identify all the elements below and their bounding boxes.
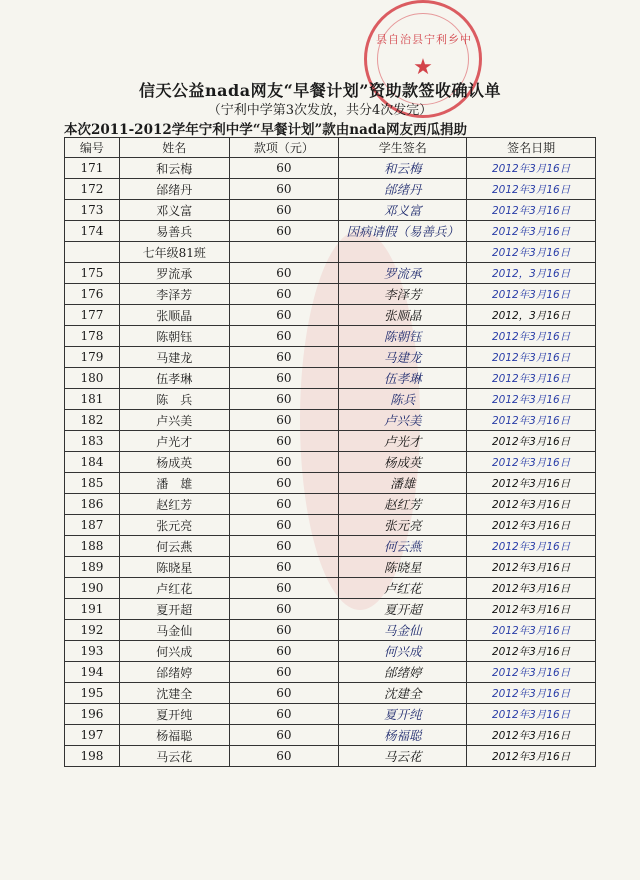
row-name: 和云梅 [119,158,229,179]
table-row [65,662,596,683]
row-sign-date: 2012年3月16日 [467,746,596,767]
row-signature: 张元亮 [339,515,467,536]
header-number: 编号 [65,138,120,158]
row-sign-date: 2012年3月16日 [467,599,596,620]
row-sign-date: 2012年3月16日 [467,431,596,452]
row-name: 沈建全 [119,683,229,704]
row-amount: 60 [229,662,339,683]
row-amount: 60 [229,515,339,536]
table-row [65,179,596,200]
row-amount: 60 [229,158,339,179]
row-sign-date: 2012年3月16日 [467,242,596,263]
row-amount: 60 [229,725,339,746]
row-name: 马金仙 [119,620,229,641]
table-row [65,158,596,179]
row-sign-date: 2012年3月16日 [467,515,596,536]
row-name: 卢兴美 [119,410,229,431]
table-row [65,473,596,494]
table-row [65,347,596,368]
row-signature: 卢光才 [339,431,467,452]
row-amount: 60 [229,431,339,452]
row-amount: 60 [229,368,339,389]
table-row [65,620,596,641]
row-sign-date: 2012年3月16日 [467,389,596,410]
row-sign-date: 2012年3月16日 [467,410,596,431]
table-row [65,410,596,431]
row-signature: 马云花 [339,746,467,767]
row-amount: 60 [229,641,339,662]
row-sign-date: 2012年3月16日 [467,200,596,221]
row-name: 马建龙 [119,347,229,368]
row-amount: 60 [229,263,339,284]
row-name: 张顺晶 [119,305,229,326]
table-row [65,326,596,347]
row-signature: 和云梅 [339,158,467,179]
table-row [65,305,596,326]
row-sign-date: 2012年3月16日 [467,620,596,641]
row-sign-date: 2012年3月16日 [467,452,596,473]
row-name: 张元亮 [119,515,229,536]
row-name: 夏开纯 [119,704,229,725]
row-sign-date: 2012年3月16日 [467,578,596,599]
row-amount: 60 [229,746,339,767]
row-amount: 60 [229,305,339,326]
row-signature: 马建龙 [339,347,467,368]
row-number: 186 [65,494,120,515]
row-amount [229,242,339,263]
row-name: 伍孝琳 [119,368,229,389]
row-number: 173 [65,200,120,221]
row-name: 何云燕 [119,536,229,557]
table-header-row [65,138,596,158]
row-name: 邰绪丹 [119,179,229,200]
row-name: 七年级81班 [119,242,229,263]
row-number: 184 [65,452,120,473]
row-signature: 赵红芳 [339,494,467,515]
row-number: 171 [65,158,120,179]
row-signature: 夏开超 [339,599,467,620]
row-sign-date: 2012年3月16日 [467,473,596,494]
row-number: 177 [65,305,120,326]
row-name: 陈朝钰 [119,326,229,347]
table-row [65,578,596,599]
table-row [65,221,596,242]
row-sign-date: 2012年3月16日 [467,662,596,683]
row-sign-date: 2012年3月16日 [467,704,596,725]
row-name: 卢光才 [119,431,229,452]
row-name: 邰绪婷 [119,662,229,683]
table-row [65,515,596,536]
row-number: 198 [65,746,120,767]
row-number: 196 [65,704,120,725]
row-amount: 60 [229,221,339,242]
row-signature: 陈朝钰 [339,326,467,347]
row-signature: 因病请假（易善兵） [339,221,467,242]
row-number [65,242,120,263]
row-number: 194 [65,662,120,683]
row-amount: 60 [229,620,339,641]
row-number: 187 [65,515,120,536]
row-amount: 60 [229,536,339,557]
table-row [65,263,596,284]
header-sign-date: 签名日期 [467,138,596,158]
row-amount: 60 [229,473,339,494]
table-row [65,641,596,662]
table-row [65,200,596,221]
row-number: 172 [65,179,120,200]
page-title: 信天公益nada网友“早餐计划”资助款签收确认单 [139,81,501,100]
row-signature: 陈晓星 [339,557,467,578]
row-sign-date: 2012年3月16日 [467,179,596,200]
receipt-table [64,137,596,767]
table-row [65,242,596,263]
row-number: 197 [65,725,120,746]
row-name: 马云花 [119,746,229,767]
donor-line: 本次2011-2012学年宁利中学“早餐计划”款由nada网友西瓜捐助 [64,122,468,138]
row-signature: 夏开纯 [339,704,467,725]
row-number: 190 [65,578,120,599]
row-sign-date: 2012年3月16日 [467,725,596,746]
row-name: 杨福聪 [119,725,229,746]
row-sign-date: 2012年3月16日 [467,347,596,368]
row-name: 杨成英 [119,452,229,473]
row-amount: 60 [229,557,339,578]
row-name: 何兴成 [119,641,229,662]
row-signature: 何兴成 [339,641,467,662]
table-body [65,158,596,767]
row-sign-date: 2012年3月16日 [467,536,596,557]
header-signature: 学生签名 [339,138,467,158]
row-number: 183 [65,431,120,452]
row-signature [339,242,467,263]
header-name: 姓名 [119,138,229,158]
row-amount: 60 [229,410,339,431]
row-amount: 60 [229,683,339,704]
row-number: 195 [65,683,120,704]
row-number: 191 [65,599,120,620]
row-signature: 杨福聪 [339,725,467,746]
row-number: 193 [65,641,120,662]
row-amount: 60 [229,179,339,200]
row-sign-date: 2012年3月16日 [467,284,596,305]
row-signature: 张顺晶 [339,305,467,326]
row-amount: 60 [229,389,339,410]
row-amount: 60 [229,326,339,347]
row-sign-date: 2012年3月16日 [467,326,596,347]
table-row [65,284,596,305]
table-row [65,536,596,557]
row-name: 夏开超 [119,599,229,620]
row-number: 179 [65,347,120,368]
table-row [65,725,596,746]
row-amount: 60 [229,284,339,305]
table-row [65,431,596,452]
table-row [65,683,596,704]
row-signature: 潘雄 [339,473,467,494]
row-number: 192 [65,620,120,641]
table-row [65,494,596,515]
row-signature: 罗流承 [339,263,467,284]
row-name: 赵红芳 [119,494,229,515]
row-number: 188 [65,536,120,557]
row-sign-date: 2012年3月16日 [467,158,596,179]
row-name: 易善兵 [119,221,229,242]
row-name: 罗流承 [119,263,229,284]
row-sign-date: 2012年3月16日 [467,683,596,704]
row-number: 176 [65,284,120,305]
row-sign-date: 2012年3月16日 [467,641,596,662]
row-amount: 60 [229,704,339,725]
row-signature: 邰绪婷 [339,662,467,683]
row-sign-date: 2012，3月16日 [467,305,596,326]
table-row [65,704,596,725]
page-subtitle: （宁利中学第3次发放，共分4次发完） [207,103,433,118]
row-sign-date: 2012年3月16日 [467,557,596,578]
row-signature: 陈兵 [339,389,467,410]
row-sign-date: 2012年3月16日 [467,494,596,515]
row-amount: 60 [229,200,339,221]
row-number: 181 [65,389,120,410]
row-signature: 邰绪丹 [339,179,467,200]
row-name: 陈晓星 [119,557,229,578]
row-amount: 60 [229,578,339,599]
row-number: 182 [65,410,120,431]
row-number: 178 [65,326,120,347]
row-name: 潘 雄 [119,473,229,494]
row-signature: 杨成英 [339,452,467,473]
row-signature: 沈建全 [339,683,467,704]
row-signature: 卢红花 [339,578,467,599]
row-number: 175 [65,263,120,284]
table-row [65,452,596,473]
row-number: 180 [65,368,120,389]
row-signature: 马金仙 [339,620,467,641]
row-amount: 60 [229,452,339,473]
row-amount: 60 [229,347,339,368]
row-name: 陈 兵 [119,389,229,410]
table-row [65,746,596,767]
row-signature: 卢兴美 [339,410,467,431]
row-name: 邓义富 [119,200,229,221]
row-number: 174 [65,221,120,242]
stamp-text: 县自治县宁利乡中 [376,33,472,46]
table-row [65,599,596,620]
table-row [65,368,596,389]
row-name: 卢红花 [119,578,229,599]
row-sign-date: 2012年3月16日 [467,221,596,242]
row-number: 189 [65,557,120,578]
row-amount: 60 [229,599,339,620]
row-signature: 李泽芳 [339,284,467,305]
row-amount: 60 [229,494,339,515]
row-signature: 伍孝琳 [339,368,467,389]
row-signature: 何云燕 [339,536,467,557]
star-icon: ★ [413,55,433,80]
table-row [65,389,596,410]
row-number: 185 [65,473,120,494]
row-sign-date: 2012，3月16日 [467,263,596,284]
table-row [65,557,596,578]
row-sign-date: 2012年3月16日 [467,368,596,389]
header-amount: 款项（元） [229,138,339,158]
row-signature: 邓义富 [339,200,467,221]
row-name: 李泽芳 [119,284,229,305]
